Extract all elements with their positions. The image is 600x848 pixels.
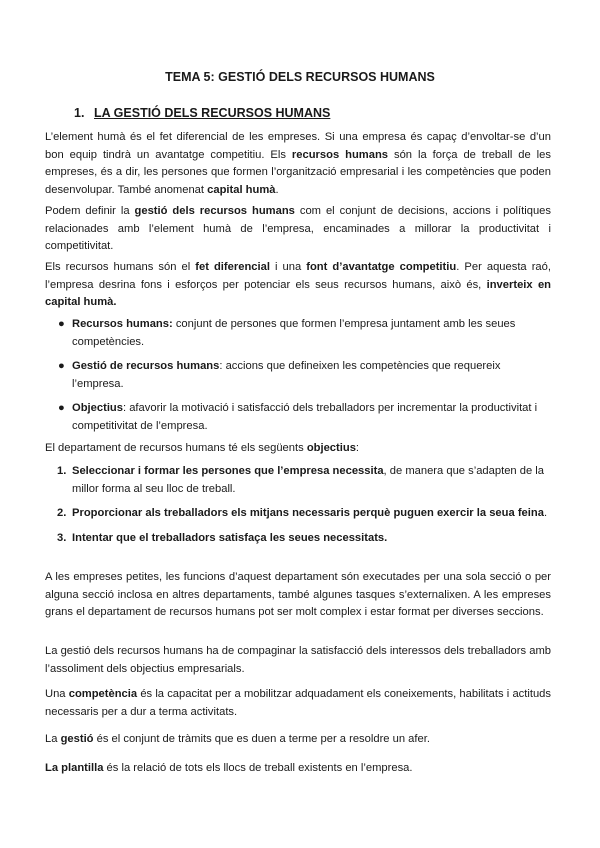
document-title: TEMA 5: GESTIÓ DELS RECURSOS HUMANS	[165, 70, 435, 84]
paragraph-management-definition: La gestió és el conjunt de tràmits que es duen a terme per a resoldre un afer.	[45, 733, 430, 745]
bullet-icon: ●	[58, 360, 65, 372]
bullet-icon: ●	[58, 402, 65, 414]
paragraph-hr-definition: Podem definir la gestió dels recursos humans com el conjunt de decisions, accions i polítiques relacionades amb l’element humà de l’empresa, encaminades a millorar la productivitat i competitivitat.	[45, 205, 551, 252]
objectives-numbered-list	[45, 463, 551, 554]
list-item: 3. Intentar que el treballadors satisfaça les seues necessitats.	[57, 531, 388, 544]
list-item: ● Recursos humans: conjunt de persones que formen l’empresa juntament amb les seues competències.	[58, 318, 516, 348]
paragraph-differential-fact: Els recursos humans són el fet diferencial i una font d’avantatge competitiu. Per aquesta raó, l’empresa desrina fons i esforços per potenciar els seus recursos humans, això és, inverteix en capital humà.	[45, 261, 551, 308]
list-item: ● Objectius: afavorir la motivació i satisfacció dels treballadors per incrementar la productivitat i competitivitat de l’empresa.	[58, 402, 538, 432]
paragraph-department-objectives: El departament de recursos humans té els següents objectius:	[45, 442, 360, 454]
definitions-bullet-list	[45, 316, 551, 442]
paragraph-hr-balance: La gestió dels recursos humans ha de compaginar la satisfacció dels interessos dels treballadors amb l’assoliment dels objectius empresarials.	[45, 645, 551, 675]
paragraph-staff-definition: La plantilla és la relació de tots els llocs de treball existents en l’empresa.	[45, 762, 413, 774]
paragraph-human-element: L’element humà és el fet diferencial de les empreses. Si una empresa és capaç d’envoltar-se d’un bon equip tindrà un avantatge competitiu. Els recursos humans són la força de treball de les empreses, és a dir, les persones que formen l’organització empresarial i les competències que poden desenvolupar. També anomenat capital humà.	[45, 131, 551, 196]
list-item: 1. Seleccionar i formar les persones que l’empresa necessita, de manera que s’adapten de la millor forma al seu lloc de treball.	[57, 465, 545, 495]
bullet-icon: ●	[58, 318, 65, 330]
paragraph-company-size: A les empreses petites, les funcions d’aquest departament són executades per una sola secció o per alguna secció inclosa en altres departaments, també algunes tasques s’externalixen. A les empreses grans el departament de recursos humans pot ser molt complex i estar format per diverses seccions.	[45, 571, 551, 618]
paragraph-competence-definition: Una competència és la capacitat per a mobilitzar adquadament els coneixements, habilitats i actituds necessaris per a dur a terma activitats.	[45, 688, 551, 718]
list-item: 2. Proporcionar als treballadors els mitjans necessaris perquè puguen exercir la seua feina.	[57, 507, 548, 519]
list-item: ● Gestió de recursos humans: accions que defineixen les competències que requereix l’empresa.	[58, 360, 501, 390]
section-heading-text: LA GESTIÓ DELS RECURSOS HUMANS	[94, 106, 331, 120]
section-heading	[74, 106, 330, 120]
section-number: 1.	[74, 106, 85, 120]
